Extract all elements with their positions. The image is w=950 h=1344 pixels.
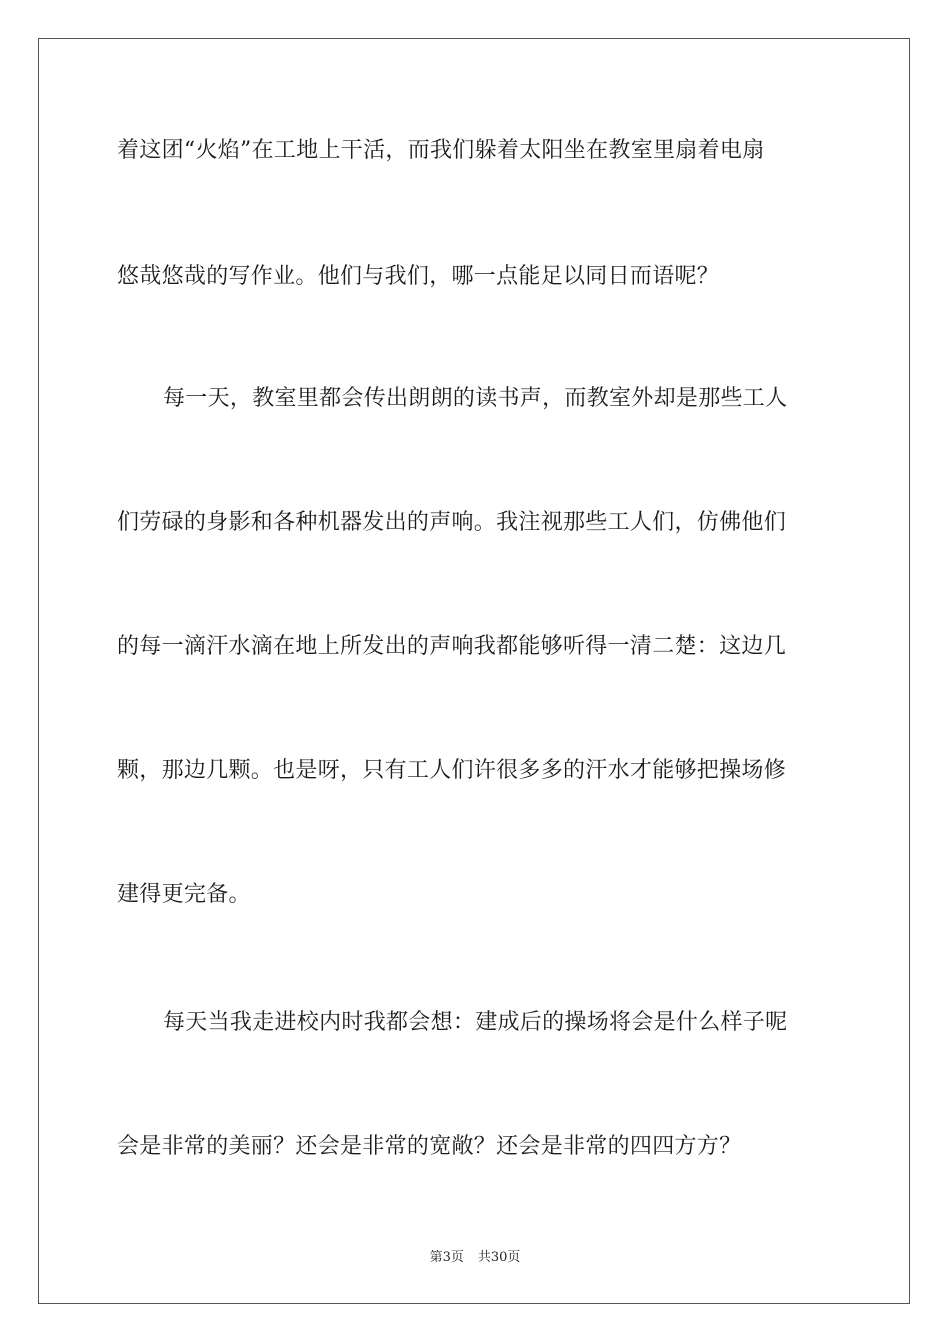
- page-number: 第3页: [429, 1250, 464, 1265]
- paragraph-line: 建得更完备。: [117, 882, 251, 907]
- paragraph-line: 的每一滴汗水滴在地上所发出的声响我都能够听得一清二楚：这边几: [117, 634, 787, 659]
- paragraph-line-indented: 每天当我走进校内时我都会想：建成后的操场将会是什么样子呢: [163, 1010, 788, 1035]
- page-total: 共30页: [477, 1250, 521, 1265]
- page-footer: [0, 1246, 950, 1265]
- paragraph-line: 颗，那边几颗。也是呀，只有工人们许很多多的汗水才能够把操场修: [117, 758, 787, 783]
- paragraph-line-indented: 每一天，教室里都会传出朗朗的读书声，而教室外却是那些工人: [163, 386, 788, 411]
- paragraph-line: 们劳碌的身影和各种机器发出的声响。我注视那些工人们，仿佛他们: [117, 510, 787, 535]
- paragraph-line: 着这团“火焰”在工地上干活，而我们躲着太阳坐在教室里扇着电扇: [117, 138, 765, 163]
- page-frame: [38, 38, 910, 1304]
- paragraph-line: 悠哉悠哉的写作业。他们与我们，哪一点能足以同日而语呢？: [117, 264, 720, 289]
- paragraph-line: 会是非常的美丽？还会是非常的宽敞？还会是非常的四四方方？: [117, 1134, 742, 1159]
